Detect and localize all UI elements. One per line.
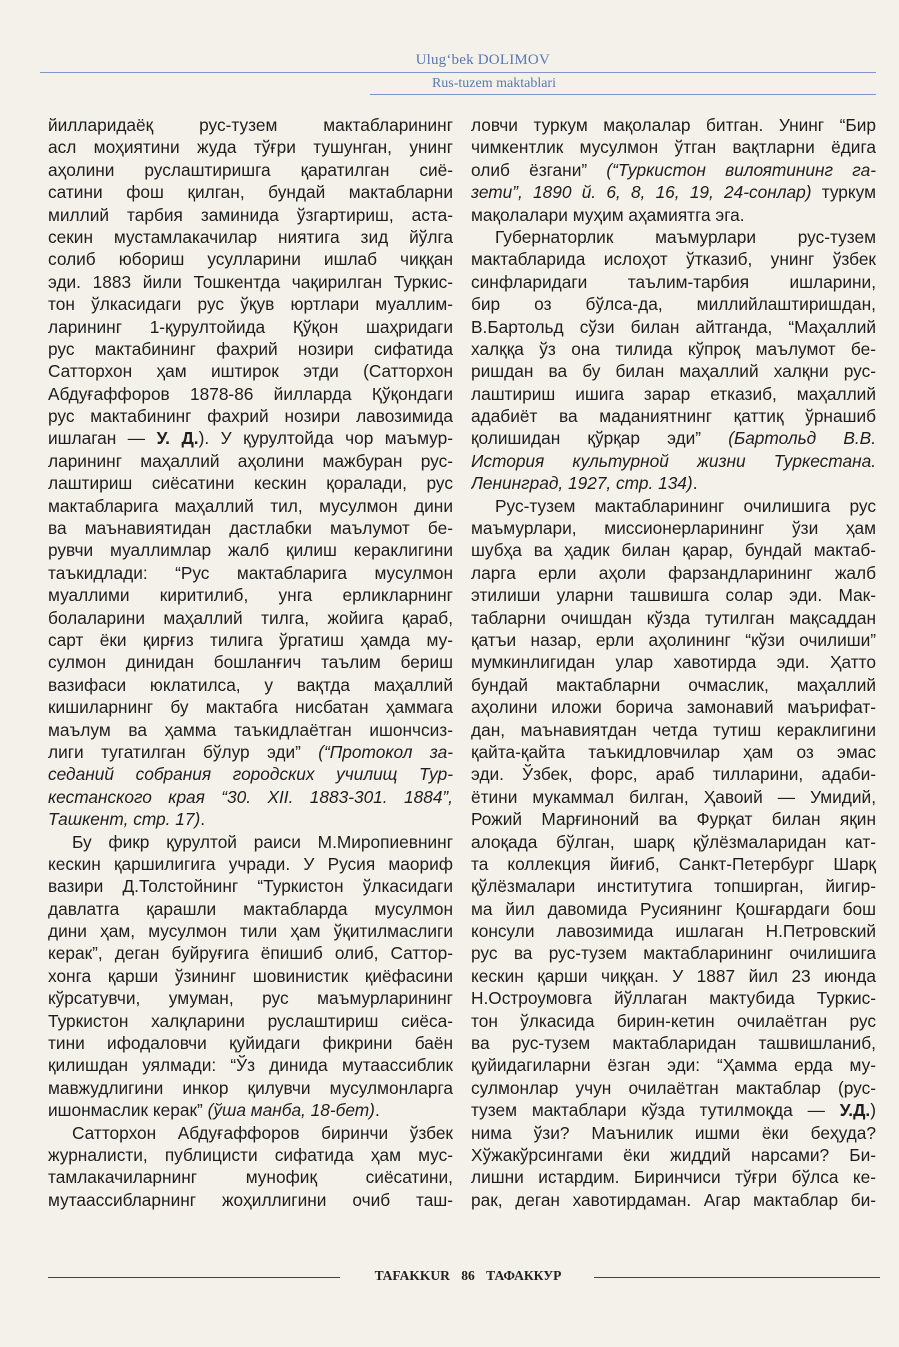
citation-text: кестанского края “30. XII. 1883-301. 1884”, [48, 786, 453, 807]
text-line [48, 741, 453, 763]
text-line [48, 607, 453, 629]
text-line [48, 114, 453, 136]
body-text: тини ифодаловчи қуйидаги фикрини баён [48, 1033, 453, 1054]
body-text: сатини фош қилган, бундай мактабларни [48, 182, 453, 203]
text-line [48, 1122, 453, 1144]
body-text: кишиларнинг бу мактабга нисбатан ҳаммага [48, 697, 453, 718]
text-line [471, 1010, 876, 1032]
body-text: мақолалари муҳим аҳамиятга эга. [471, 204, 745, 225]
section-title: Rus-tuzem maktablari [431, 76, 556, 91]
text-line [48, 942, 453, 964]
footer-journal-latin: TAFAKKUR [374, 1268, 450, 1283]
body-text: йилларидаёқ рус-тузем мактабларининг [48, 115, 453, 135]
text-line [471, 383, 876, 405]
text-line [471, 293, 876, 315]
citation-text: Ташкент, стр. 17) [48, 809, 201, 830]
body-text: этилиши уларни ташвишга солар эди. Мак- [471, 585, 876, 606]
body-text: ма йил давомида Русиянинг Қошғардаги бош [471, 898, 876, 919]
text-line [471, 942, 876, 964]
footer-label [348, 1268, 588, 1284]
text-line [471, 584, 876, 606]
body-text: алоқада бўлган, шарқ қўлёзмаларидан кат- [471, 831, 876, 852]
text-line [471, 965, 876, 987]
body-text: лаштириш сиёсатини кескин қоралади, рус [48, 473, 453, 494]
text-line [48, 495, 453, 517]
citation-text: зети”, 1890 й. 6, 8, 16, 19, 24-сонлар) [471, 182, 812, 203]
body-text: кескин қарши чиққан. У 1887 йил 23 июнда [471, 965, 876, 986]
body-text: чимкентлик мусулмон ўтган вақтларни ёдига [471, 137, 876, 158]
text-line [48, 427, 453, 449]
text-line [471, 316, 876, 338]
text-line [471, 338, 876, 360]
text-line [471, 741, 876, 763]
body-text: қуйидагиларни ёзган эди: “Ҳамма ерда му- [471, 1055, 876, 1076]
body-text: қолишидан қўрқар эди” [471, 428, 729, 449]
body-text: адабиёт ва маданиятнинг қаттиқ ўрнашиб [471, 406, 876, 427]
text-line [471, 472, 876, 494]
citation-text: (Бартольд В.В. [728, 428, 876, 449]
text-line [48, 1189, 453, 1211]
text-line [471, 651, 876, 673]
text-line [48, 517, 453, 539]
body-text: ларининг маҳаллий аҳолини мажбуран рус- [48, 450, 453, 471]
text-line [471, 674, 876, 696]
text-line [471, 1032, 876, 1054]
page-footer [48, 1268, 880, 1288]
body-text: аҳолини руслаштиришга қаратилган сиё- [48, 159, 453, 180]
body-text: мумкинлигидан улар хавотирда эди. Ҳатто [471, 652, 876, 673]
body-text: давлатга қарашли мактабларда мусулмон [48, 898, 453, 919]
initials-text: У.Д. [839, 1100, 871, 1121]
text-line [48, 226, 453, 248]
text-line [48, 651, 453, 673]
body-text: керак”, деган буйруғига ёпишиб олиб, Саттор- [48, 943, 453, 964]
footer-rule-left [48, 1277, 340, 1278]
body-text: рак, деган хавотирдаман. Агар мактаблар би- [471, 1189, 876, 1210]
body-text: бир оз бўлса-да, миллийлаштиришдан, [471, 294, 876, 315]
text-line [48, 383, 453, 405]
body-text: қайта-қайта таъкидловчилар ҳам оз эмас [471, 741, 876, 762]
author-name: Ulug‘bek DOLIMOV [415, 52, 550, 68]
text-line [471, 629, 876, 651]
text-line [48, 181, 453, 203]
text-line [48, 360, 453, 382]
text-line [48, 719, 453, 741]
text-line [471, 204, 876, 226]
text-line [471, 1122, 876, 1144]
text-line [471, 696, 876, 718]
body-text: ва рус-тузем мактабларидан ташвишланиб, [471, 1033, 876, 1054]
text-line [471, 427, 876, 449]
body-text: хонга қарши ўзининг шовинистик қиёфасини [48, 965, 453, 986]
body-text: муаллими киритилиб, унга ерликларнинг [48, 585, 453, 606]
running-header [40, 50, 876, 96]
body-text: Н.Остроумовга йўллаган мактубида Туркис- [471, 988, 876, 1009]
body-text: ришдан ва бу билан маҳаллий халқни рус- [471, 361, 876, 382]
text-line [48, 293, 453, 315]
body-text: маъмурлари, миссионерларининг ўзи ҳам [471, 518, 876, 539]
text-line [48, 472, 453, 494]
body-text: қўлёзмалари институтига топширган, йигир- [471, 876, 876, 897]
text-column-left [48, 114, 453, 1211]
text-line [48, 562, 453, 584]
body-text: ва маънавиятидан дастлабки маълумот бе- [48, 518, 453, 539]
body-text: рус ва рус-тузем мактабларининг очилишига [471, 943, 876, 964]
body-text: . [200, 809, 206, 830]
body-text: халққа ўз она тилида кўпроқ маълумот бе- [471, 338, 876, 359]
text-line [471, 987, 876, 1009]
text-line [48, 136, 453, 158]
body-text: ишлаган — [48, 428, 157, 449]
text-line [471, 1189, 876, 1211]
body-text: асл моҳиятини жуда тўғри тушунган, унинг [48, 137, 453, 158]
body-text: маълум ва ҳамма таъкидлаётган ишончсиз- [48, 719, 453, 740]
text-line [48, 763, 453, 785]
body-text: олиб ёзгани” [471, 159, 607, 180]
body-text: вазири Д.Толстойнинг “Туркистон ўлкасидаги [48, 876, 453, 897]
footer-rule-right [594, 1277, 880, 1278]
body-text: ишонмаслик керак” [48, 1100, 208, 1121]
body-text: . [692, 473, 698, 494]
text-line [48, 629, 453, 651]
text-line [48, 696, 453, 718]
body-text: журналисти, публицисти сифатида ҳам мус- [48, 1144, 453, 1165]
body-text: лаштириш ишига зарар етказиб, маҳаллий [471, 383, 876, 404]
body-text: нима ўзи? Маънилик ишми ёки беҳуда? [471, 1122, 876, 1143]
text-line [471, 1166, 876, 1188]
text-line [471, 517, 876, 539]
body-text: Сатторхон ҳам иштирок этди (Сатторхон [48, 361, 453, 382]
text-line [48, 965, 453, 987]
body-text: рус мактабининг фахрий нозири сифатида [48, 338, 453, 359]
text-line [48, 875, 453, 897]
text-line [471, 1144, 876, 1166]
citation-text: (“Туркистон вилоятининг га- [606, 159, 876, 180]
text-line [48, 450, 453, 472]
text-line [471, 114, 876, 136]
body-text: бундай мактабларни очмаслик, маҳаллий [471, 674, 876, 695]
text-line [471, 495, 876, 517]
body-text: ётини мукаммал билган, Ҳавоий — Умидий, [471, 786, 876, 807]
text-line [471, 607, 876, 629]
body-text: дини ҳам, мусулмон тили ҳам ўқитилмаслиги [48, 921, 453, 942]
text-line [471, 1054, 876, 1076]
body-text: таъкидлади: “Рус мактабларига мусулмон [48, 562, 453, 583]
body-text: мактабларига маҳаллий тил, мусулмон дини [48, 495, 453, 516]
text-line [48, 674, 453, 696]
body-text: сарт ёки қирғиз тилига ўргатиш ҳамда му- [48, 629, 453, 650]
body-text: мавжудлигини инкор қилувчи мусулмонларга [48, 1077, 453, 1098]
text-line [471, 405, 876, 427]
body-text: тон ўлкасида бирин-кетин очилаётган рус [471, 1010, 876, 1031]
header-rule-lower [370, 94, 876, 95]
text-line [48, 204, 453, 226]
text-line [471, 786, 876, 808]
body-text: мактабларида ислоҳот ўтказиб, унинг ўзбек [471, 249, 876, 270]
text-line [471, 136, 876, 158]
text-line [471, 562, 876, 584]
citation-text: Ленинград, 1927, стр. 134) [471, 473, 693, 494]
text-line [48, 898, 453, 920]
body-text: Бу фикр қурултой раиси М.Миропиевнинг [72, 831, 453, 852]
text-line [48, 808, 453, 830]
body-text: сулмон динидан бошланғич таълим бериш [48, 652, 453, 673]
body-text: Туркистон халқларини руслаштириш сиёса- [48, 1010, 453, 1031]
body-text: секин мустамлакачилар ниятига зид йўлга [48, 226, 453, 247]
text-line [48, 159, 453, 181]
initials-text: У. Д. [156, 428, 199, 449]
text-line [471, 226, 876, 248]
text-line [48, 1144, 453, 1166]
text-column-right [471, 114, 876, 1211]
body-text: Хўжакўрсингами ёки жиддий нарсами? Би- [471, 1144, 876, 1165]
text-line [48, 1077, 453, 1099]
body-text: Абдуғаффоров 1878-86 йилларда Қўқондаги [48, 383, 453, 404]
body-text: ловчи туркум мақолалар битган. Унинг “Бир [471, 115, 876, 135]
text-line [471, 360, 876, 382]
text-line [48, 853, 453, 875]
body-text: В.Бартольд сўзи билан айтганда, “Маҳаллий [471, 316, 876, 337]
body-text: ларга ерли аҳоли фарзандларининг жалб [471, 562, 876, 583]
text-line [471, 853, 876, 875]
body-text: табларни очишдан кўзда тутилган мақсаддан [471, 607, 876, 628]
body-text: та коллекция йиғиб, Санкт-Петербург Шарқ [471, 853, 876, 874]
body-text: . [374, 1100, 380, 1121]
body-text: мутаассибларнинг жоҳиллигини очиб таш- [48, 1189, 453, 1210]
body-text: ) [870, 1100, 876, 1121]
text-line [48, 271, 453, 293]
citation-text: (“Протокол за- [318, 741, 453, 762]
citation-text: (ўша манба, 18-бет) [207, 1100, 375, 1121]
text-line [471, 450, 876, 472]
body-text: Губернаторлик маъмурлари рус-тузем [495, 226, 876, 247]
body-text: рувчи муаллимлар жалб қилиш кераклигини [48, 540, 453, 561]
body-text: кескин қаршилигига учради. У Русия маориф [48, 853, 453, 874]
body-text: болаларини маҳаллий тилга, жойига қараб, [48, 607, 453, 628]
body-text: ). У қурултойда чор маъмур- [198, 428, 453, 449]
text-line [471, 1077, 876, 1099]
text-line [471, 1099, 876, 1121]
body-text: аҳолини иложи борича замонавий маърифат- [471, 697, 876, 718]
body-text: Рожий Марғиноний ва Фурқат билан яқин [471, 809, 876, 830]
body-text: эди. 1883 йили Тошкентда чақирилган Туркис- [48, 271, 453, 292]
text-line [48, 1032, 453, 1054]
body-text: тамлакачиларнинг мунофиқ сиёсатини, [48, 1167, 453, 1188]
text-line [48, 920, 453, 942]
text-line [471, 539, 876, 561]
body-text: тон ўлкасидаги рус ўқув юртлари муаллим- [48, 294, 453, 315]
text-line [48, 831, 453, 853]
text-line [471, 875, 876, 897]
text-line [48, 1166, 453, 1188]
text-line [48, 1010, 453, 1032]
body-text: Рус-тузем мактабларининг очилишига рус [495, 495, 876, 516]
body-text: рус мактабининг фахрий нозири лавозимида [48, 406, 453, 427]
body-text: консули лавозимида ишлаган Н.Петровский [471, 921, 876, 942]
text-line [471, 159, 876, 181]
body-text: ларининг 1-қурултойида Қўқон шаҳридаги [48, 316, 453, 337]
body-text: Сатторхон Абдуғаффоров биринчи ўзбек [72, 1122, 453, 1143]
text-line [48, 786, 453, 808]
body-text: шубҳа ва ҳадик билан қарар, бундай мактаб- [471, 540, 876, 561]
body-text: дан, маънавиятдан четда тутиш кераклигини [471, 719, 876, 740]
text-line [471, 808, 876, 830]
text-line [471, 271, 876, 293]
text-line [471, 719, 876, 741]
body-text: туркум [811, 182, 876, 203]
body-text: солиб юбориш усулларини ишлаб чиққан [48, 249, 453, 270]
header-rule [40, 72, 876, 73]
text-line [471, 181, 876, 203]
text-line [471, 248, 876, 270]
body-text: лишни истардим. Биринчиси тўғри бўлса ке- [471, 1167, 876, 1188]
page-number: 86 [461, 1268, 475, 1283]
body-text: миллий тарбия заминида ўзгартириш, аста- [48, 204, 453, 225]
body-text: эди. Ўзбек, форс, араб тилларини, адаби- [471, 764, 876, 785]
text-line [48, 316, 453, 338]
text-line [48, 987, 453, 1009]
text-line [48, 405, 453, 427]
text-line [471, 763, 876, 785]
body-text: қилишдан уялмади: “Ўз динида мутаассиблик [48, 1055, 453, 1076]
body-text: тузем мактаблари кўзда тутилмоқда — [471, 1100, 840, 1121]
text-line [471, 898, 876, 920]
text-line [48, 1099, 453, 1121]
text-line [48, 584, 453, 606]
text-line [48, 338, 453, 360]
citation-text: История культурной жизни Туркестана. [471, 450, 876, 471]
footer-journal-cyrillic: ТАФАККУР [486, 1268, 562, 1283]
body-text: қатъи назар, ерли аҳолининг “кўзи очилиши” [471, 629, 876, 650]
text-line [471, 831, 876, 853]
text-line [471, 920, 876, 942]
text-line [48, 248, 453, 270]
body-text: синфларидаги таълим-тарбия ишларини, [471, 271, 876, 292]
body-text: вазифаси юклатилса, у вақтда маҳаллий [48, 674, 453, 695]
text-line [48, 539, 453, 561]
body-text: сулмонлар учун очилаётган мактаблар (рус- [471, 1077, 876, 1098]
body-text: лиги тугатилган бўлур эди” [48, 741, 319, 762]
body-text: кўрсатувчи, умуман, рус маъмурларининг [48, 988, 453, 1009]
text-line [48, 1054, 453, 1076]
citation-text: седаний собрания городских училищ Тур- [48, 764, 453, 785]
